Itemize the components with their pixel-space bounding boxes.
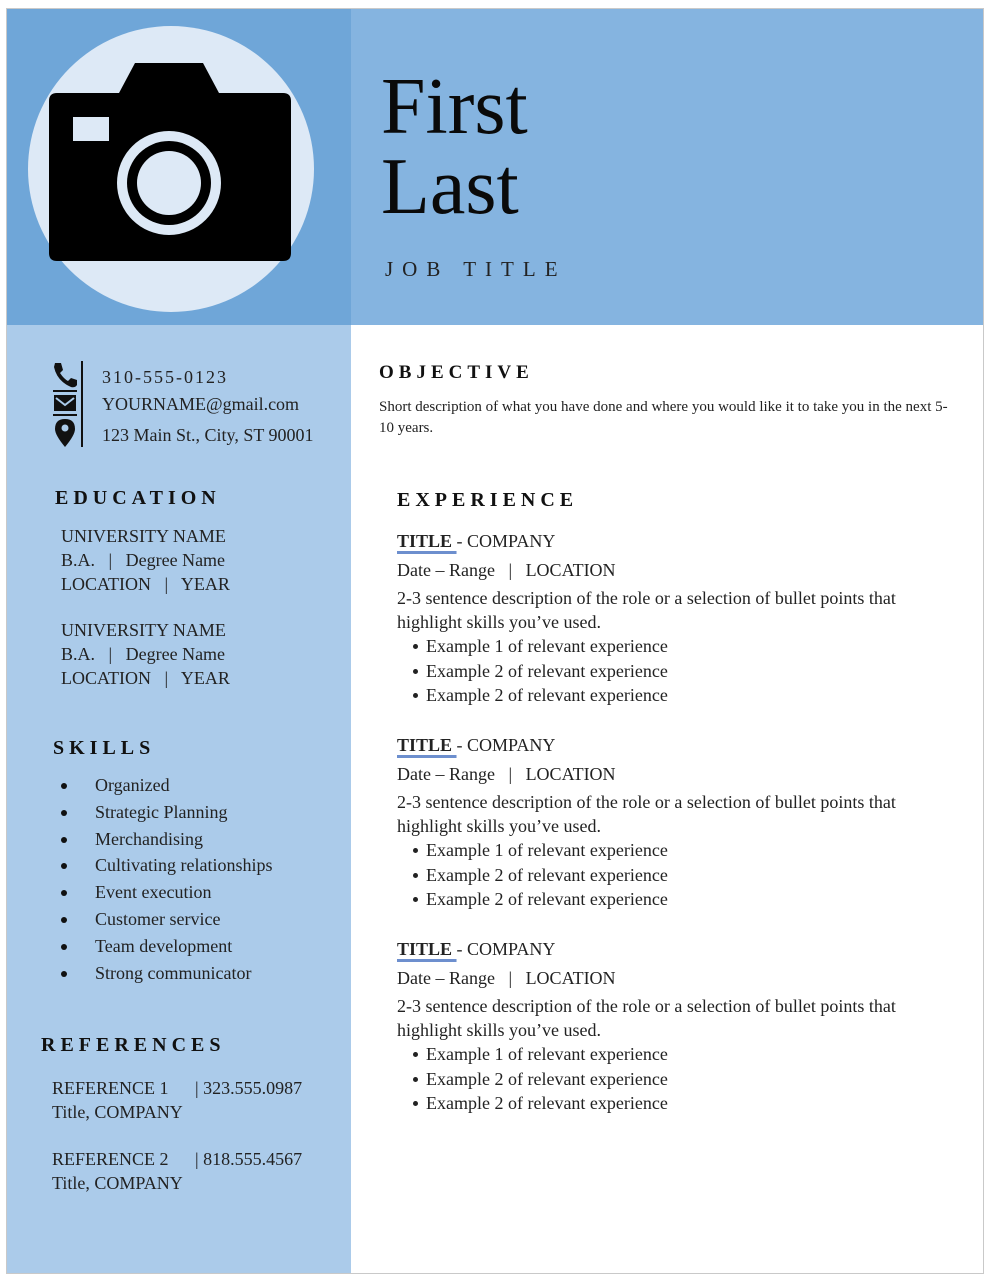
list-item: Strong communicator xyxy=(53,960,273,987)
date-location: Date – Range | LOCATION xyxy=(397,968,616,988)
education-entry-1 xyxy=(61,524,230,596)
job-title: TITLE xyxy=(397,735,457,755)
reference-name: REFERENCE 1 xyxy=(52,1078,169,1098)
objective-text: Short description of what you have done and where you would like it to take you in the next 5-10 years. xyxy=(379,399,948,436)
reference-phone: | 323.555.0987 xyxy=(195,1078,303,1098)
list-item: Example 2 of relevant experience xyxy=(397,683,957,708)
name xyxy=(381,63,528,231)
education-heading: EDUCATION xyxy=(55,487,221,509)
job-bullets xyxy=(397,838,957,912)
list-item: Example 2 of relevant experience xyxy=(397,1067,957,1092)
location-year: LOCATION | YEAR xyxy=(61,574,230,594)
date-location: Date – Range | LOCATION xyxy=(397,560,616,580)
resume-page xyxy=(6,8,984,1274)
list-item: Cultivating relationships xyxy=(53,852,273,879)
location-year: LOCATION | YEAR xyxy=(61,668,230,688)
job-title: TITLE xyxy=(397,531,457,551)
list-item: Example 2 of relevant experience xyxy=(397,887,957,912)
company: - COMPANY xyxy=(456,531,556,551)
first-name: First xyxy=(381,63,528,151)
list-item: Strategic Planning xyxy=(53,799,273,826)
email[interactable]: YOURNAME@gmail.com xyxy=(102,394,300,414)
reference-2 xyxy=(52,1147,342,1195)
school: UNIVERSITY NAME xyxy=(61,620,226,640)
school: UNIVERSITY NAME xyxy=(61,526,226,546)
skills-list xyxy=(53,772,273,986)
list-item: Organized xyxy=(53,772,273,799)
list-item: Example 1 of relevant experience xyxy=(397,838,957,863)
photo-panel xyxy=(7,9,351,325)
list-item: Merchandising xyxy=(53,826,273,853)
degree: B.A. | Degree Name xyxy=(61,550,226,570)
degree: B.A. | Degree Name xyxy=(61,644,226,664)
job-bullets xyxy=(397,1042,957,1116)
contact-icons xyxy=(51,361,85,449)
reference-title: Title, COMPANY xyxy=(52,1173,183,1193)
list-item: Team development xyxy=(53,933,273,960)
list-item: Example 2 of relevant experience xyxy=(397,863,957,888)
address: 123 Main St., City, ST 90001 xyxy=(102,425,314,445)
reference-title: Title, COMPANY xyxy=(52,1102,183,1122)
date-location: Date – Range | LOCATION xyxy=(397,764,616,784)
phone-icon xyxy=(54,363,77,387)
list-item: Customer service xyxy=(53,906,273,933)
objective-heading: OBJECTIVE xyxy=(379,362,534,383)
location-pin-icon xyxy=(55,419,75,447)
job-description: 2-3 sentence description of the role or a selection of bullet points that highlight skills you’ve used. xyxy=(397,588,896,632)
references-heading: REFERENCES xyxy=(41,1034,226,1056)
company: - COMPANY xyxy=(456,939,556,959)
experience-heading: EXPERIENCE xyxy=(397,489,579,511)
job-title: JOB TITLE xyxy=(385,257,567,281)
experience-entry-1 xyxy=(397,529,957,708)
camera-photo-placeholder-icon[interactable] xyxy=(27,25,315,313)
reference-1 xyxy=(52,1076,342,1124)
list-item: Example 1 of relevant experience xyxy=(397,1042,957,1067)
experience-entry-2 xyxy=(397,733,957,912)
skills-heading: SKILLS xyxy=(53,737,156,759)
last-name: Last xyxy=(381,143,519,231)
list-item: Example 1 of relevant experience xyxy=(397,634,957,659)
list-item: Event execution xyxy=(53,879,273,906)
job-title: TITLE xyxy=(397,939,457,959)
list-item: Example 2 of relevant experience xyxy=(397,1091,957,1116)
job-bullets xyxy=(397,634,957,708)
company: - COMPANY xyxy=(456,735,556,755)
reference-name: REFERENCE 2 xyxy=(52,1149,169,1169)
reference-phone: | 818.555.4567 xyxy=(195,1149,303,1169)
experience-entry-3 xyxy=(397,937,957,1116)
education-entry-2 xyxy=(61,618,230,690)
list-item: Example 2 of relevant experience xyxy=(397,659,957,684)
job-description: 2-3 sentence description of the role or a selection of bullet points that highlight skills you’ve used. xyxy=(397,996,896,1040)
email-icon xyxy=(54,395,76,411)
job-description: 2-3 sentence description of the role or a selection of bullet points that highlight skills you’ve used. xyxy=(397,792,896,836)
phone: 310-555-0123 xyxy=(102,367,228,387)
